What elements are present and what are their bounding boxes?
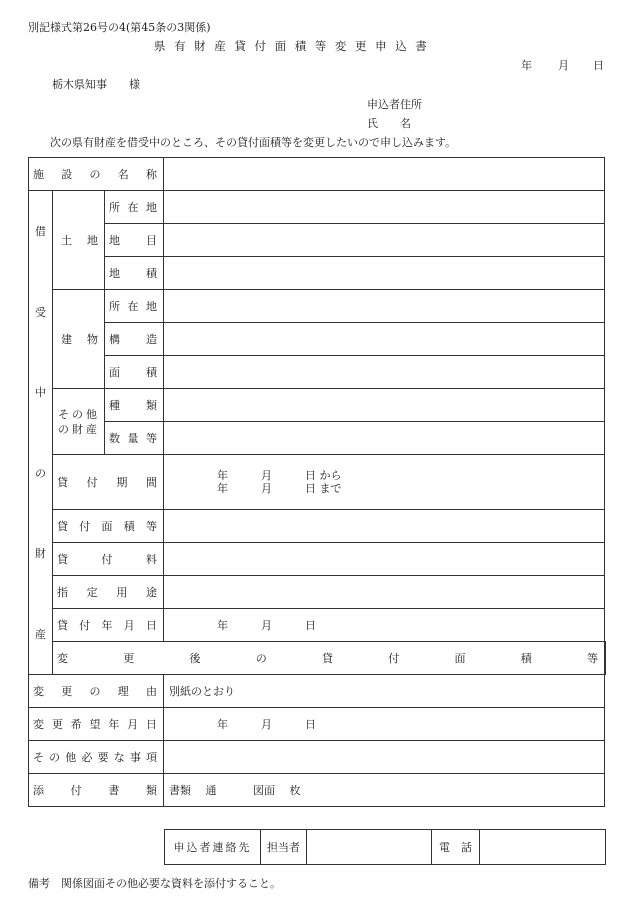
label-char: 所 [109,201,120,214]
label-char: 年 [101,619,113,632]
label-char: 等 [146,432,157,445]
label-char: 月 [123,619,135,632]
label-char: 貸 [322,652,333,665]
land-location-label [105,191,164,224]
addressee: 栃木県知事 様 [52,78,140,91]
other-property-label [53,389,105,455]
other-property-line1: その他 [58,407,100,421]
label-char: 地 [146,300,157,313]
label-char: 面 [109,366,120,379]
label-char: 施 [33,168,44,181]
label-char: 設 [61,168,73,181]
label-char: 所 [109,300,120,313]
label-char: 地 [109,234,120,247]
label-char: 日 [146,619,157,632]
label-char: 更 [123,652,135,665]
label-char: 地 [146,201,157,214]
label-char: 積 [146,366,157,379]
label-char: の [89,685,101,698]
other-property-line2: の財産 [58,422,100,436]
land-category-field[interactable] [164,224,605,257]
person-in-charge-field[interactable] [307,830,432,865]
designated-use-label [53,576,164,609]
change-reason-value: 別紙のとおり [169,685,235,698]
land-label [53,191,105,290]
label-char: 必 [81,751,93,764]
intro-text: 次の県有財産を借受中のところ、その貸付面積等を変更したいので申し込みます。 [50,136,457,149]
label-char: 名 [117,168,129,181]
label-char: 付 [388,652,400,665]
label-char: 望 [89,718,101,731]
changed-area-label [53,642,605,675]
label-char: 在 [127,201,139,214]
phone-label: 電 話 [432,830,480,865]
label-char: 由 [146,685,157,698]
change-date-label [29,708,164,741]
designated-use-field[interactable] [164,576,605,609]
label-char: 定 [86,586,98,599]
label-char: 付 [86,476,98,489]
footer-note: 備考 関係図面その他必要な資料を添付すること。 [28,877,281,890]
land-area-field[interactable] [164,257,605,290]
label-char: 事 [129,751,141,764]
label-char: 変 [33,718,44,731]
period-from: 年 月 日 から [217,469,342,482]
other-type-label [105,389,164,422]
label-char: 料 [146,553,157,566]
label-char: 量 [127,432,139,445]
label-char: 間 [145,476,157,489]
person-in-charge-label: 担当者 [261,830,307,865]
label-char: 貸 [57,619,68,632]
loan-fee-field[interactable] [164,543,605,576]
application-form-table [28,157,606,807]
building-label [53,290,105,389]
form-number: 別記様式第26号の4(第45条の3関係) [28,21,211,34]
label-char: 変 [57,652,68,665]
label-char: 等 [587,652,598,665]
label-char: 財 [35,547,46,561]
label-char: 面 [454,652,466,665]
facility-name-label [29,158,164,191]
label-char: 積 [146,267,157,280]
loan-period-field[interactable] [164,455,605,510]
contact-table [164,829,606,865]
label-char: 他 [65,751,77,764]
change-reason-field[interactable] [164,675,605,708]
label-char: 貸 [57,520,68,533]
label-char: 地 [109,267,120,280]
label-char: 面 [101,520,113,533]
label-char: 要 [97,751,109,764]
label-char: の [49,751,61,764]
attachments-value: 書類 通 図面 枚 [169,784,301,797]
building-location-field[interactable] [164,290,605,323]
label-char: そ [33,751,44,764]
label-char: 月 [127,718,139,731]
change-reason-label [29,675,164,708]
loan-area-label [53,510,164,543]
facility-name-field[interactable] [164,158,605,191]
other-matters-label [29,741,164,774]
label-char: 目 [146,234,157,247]
label-char: 物 [87,333,98,346]
label-char: 期 [116,476,128,489]
other-type-field[interactable] [164,389,605,422]
applicant-address-label: 申込者住所 [367,98,422,111]
loan-date-field[interactable] [164,609,605,642]
label-char: 付 [101,553,113,566]
changed-area-field[interactable] [605,642,606,675]
other-quantity-label [105,422,164,455]
label-char: 受 [35,305,46,319]
label-char: 日 [145,718,157,731]
label-char: 造 [146,333,157,346]
building-structure-label [105,323,164,356]
label-char: の [89,168,101,181]
other-quantity-field[interactable] [164,422,605,455]
date-day-label: 日 [593,59,604,72]
label-char: 称 [146,168,157,181]
label-char: 産 [35,627,46,641]
building-area-label [105,356,164,389]
label-char: 類 [146,399,157,412]
label-char: 類 [145,784,157,797]
label-char: 変 [33,685,44,698]
form-title: 県有財産貸付面積等変更申込書 [154,39,436,53]
label-char: 種 [109,399,120,412]
building-area-field[interactable] [164,356,605,389]
land-category-label [105,224,164,257]
label-char: 積 [123,520,135,533]
label-char: な [113,751,125,764]
label-char: 後 [189,652,201,665]
label-char: 指 [57,586,68,599]
building-location-label [105,290,164,323]
date-month-label: 月 [558,59,569,72]
label-char: 貸 [57,553,68,566]
label-char: 書 [108,784,120,797]
loan-fee-label [53,543,164,576]
label-char: 用 [116,586,128,599]
label-char: の [35,466,46,480]
label-char: 地 [87,234,98,247]
label-char: 借 [35,225,46,239]
label-char: 添 [33,784,44,797]
borrowing-property-label [29,191,53,675]
label-char: 付 [79,619,91,632]
label-char: 等 [146,520,157,533]
label-char: 更 [51,718,63,731]
loan-area-field[interactable] [164,510,605,543]
label-char: 途 [145,586,157,599]
label-char: 貸 [57,476,68,489]
label-char: 付 [70,784,82,797]
label-char: 中 [35,386,46,400]
label-char: 在 [127,300,139,313]
label-char: 積 [520,652,532,665]
change-date-field[interactable] [164,708,605,741]
other-matters-field[interactable] [164,741,605,774]
phone-field[interactable] [480,830,606,865]
date-year-label: 年 [521,59,532,72]
period-to: 年 月 日 まで [217,482,342,495]
contact-label: 申込者連絡先 [165,830,261,865]
applicant-name-label: 氏 名 [367,117,411,130]
attachments-label [29,774,164,807]
land-area-label [105,257,164,290]
label-char: 付 [79,520,91,533]
label-char: 理 [117,685,129,698]
label-char: 土 [61,234,72,247]
building-structure-field[interactable] [164,323,605,356]
loan-period-label [53,455,164,510]
loan-date-value: 年 月 日 [217,619,316,632]
label-char: 構 [109,333,120,346]
attachments-field[interactable] [164,774,605,807]
change-date-value: 年 月 日 [217,718,316,731]
label-char: 数 [109,432,120,445]
loan-date-label [53,609,164,642]
label-char: 建 [61,333,72,346]
label-char: の [255,652,267,665]
label-char: 希 [70,718,82,731]
label-char: 更 [61,685,73,698]
land-location-field[interactable] [164,191,605,224]
label-char: 項 [145,751,157,764]
label-char: 年 [108,718,120,731]
